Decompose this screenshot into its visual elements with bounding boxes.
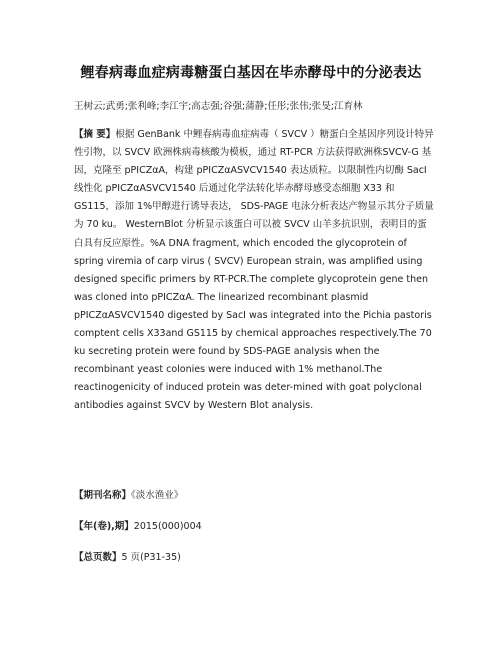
abstract-text: 根据 GenBank 中鲤春病毒血症病毒（ SVCV ）糖蛋白全基因序列设计特异性引物，以 SVCV 欧洲株病毒核酸为模板，通过 RT-PCR 方法获得欧洲株SVCV-G 基因，克隆至 pPICZαA，构建 pPICZαASVCV1540 表达质粒。以限制性内切酶 SacI 线性化 pPICZαASVCV1540 后通过化学法转化毕赤酵母感受态细胞 X33 和 GS115，添加 1%甲醇进行诱导表达， SDS-PAGE 电泳分析表达产物显示其分子质量为 70 ku。 WesternBlot 分析显示该蛋白可以被 SVCV 山羊多抗识别，表明目的蛋白具有反应原性。%A DNA fragment, which encoded the glycoprotein of spring viremia of carp virus ( SVCV) European strain, was amplified using designed specific primers by RT-PCR.The complete glycoprotein gene then was cloned into pPICZαA. The linearized recombinant plasmid pPICZαASVCV1540 digested by SacI was integrated into the Pichia pastoris comptent cells X33and GS115 by chemical approaches respectively.The 70 ku secreting protein were found by SDS-PAGE analysis when the recombinant yeast colonies were induced with 1% methanol.The reactinogenicity of induced protein was deter-mined with goat polyclonal antibodies against SVCV by Western Blot analysis.: [74, 129, 434, 412]
page-count-label: 【总页数】: [74, 552, 122, 563]
year-volume-issue-label: 【年(卷),期】: [74, 521, 134, 532]
journal-name-row: [74, 487, 183, 501]
abstract-label: 【摘 要】: [74, 129, 116, 140]
paper-title: 鲤春病毒血症病毒糖蛋白基因在毕赤酵母中的分泌表达: [80, 65, 422, 81]
year-volume-issue-value: 2015(000)004: [133, 521, 202, 532]
page-count-value: 5 页(P31-35): [121, 552, 181, 563]
page-count-row: [74, 549, 181, 563]
year-volume-issue-row: [74, 518, 202, 532]
journal-name-value: 《淡水渔业》: [131, 490, 184, 501]
journal-name-label: 【期刊名称】: [74, 490, 132, 501]
abstract-block: [74, 126, 436, 416]
author-list: 王树云;武勇;张利峰;李江宇;高志强;谷强;蒲静;任彤;张伟;张旻;江育林: [74, 101, 363, 112]
